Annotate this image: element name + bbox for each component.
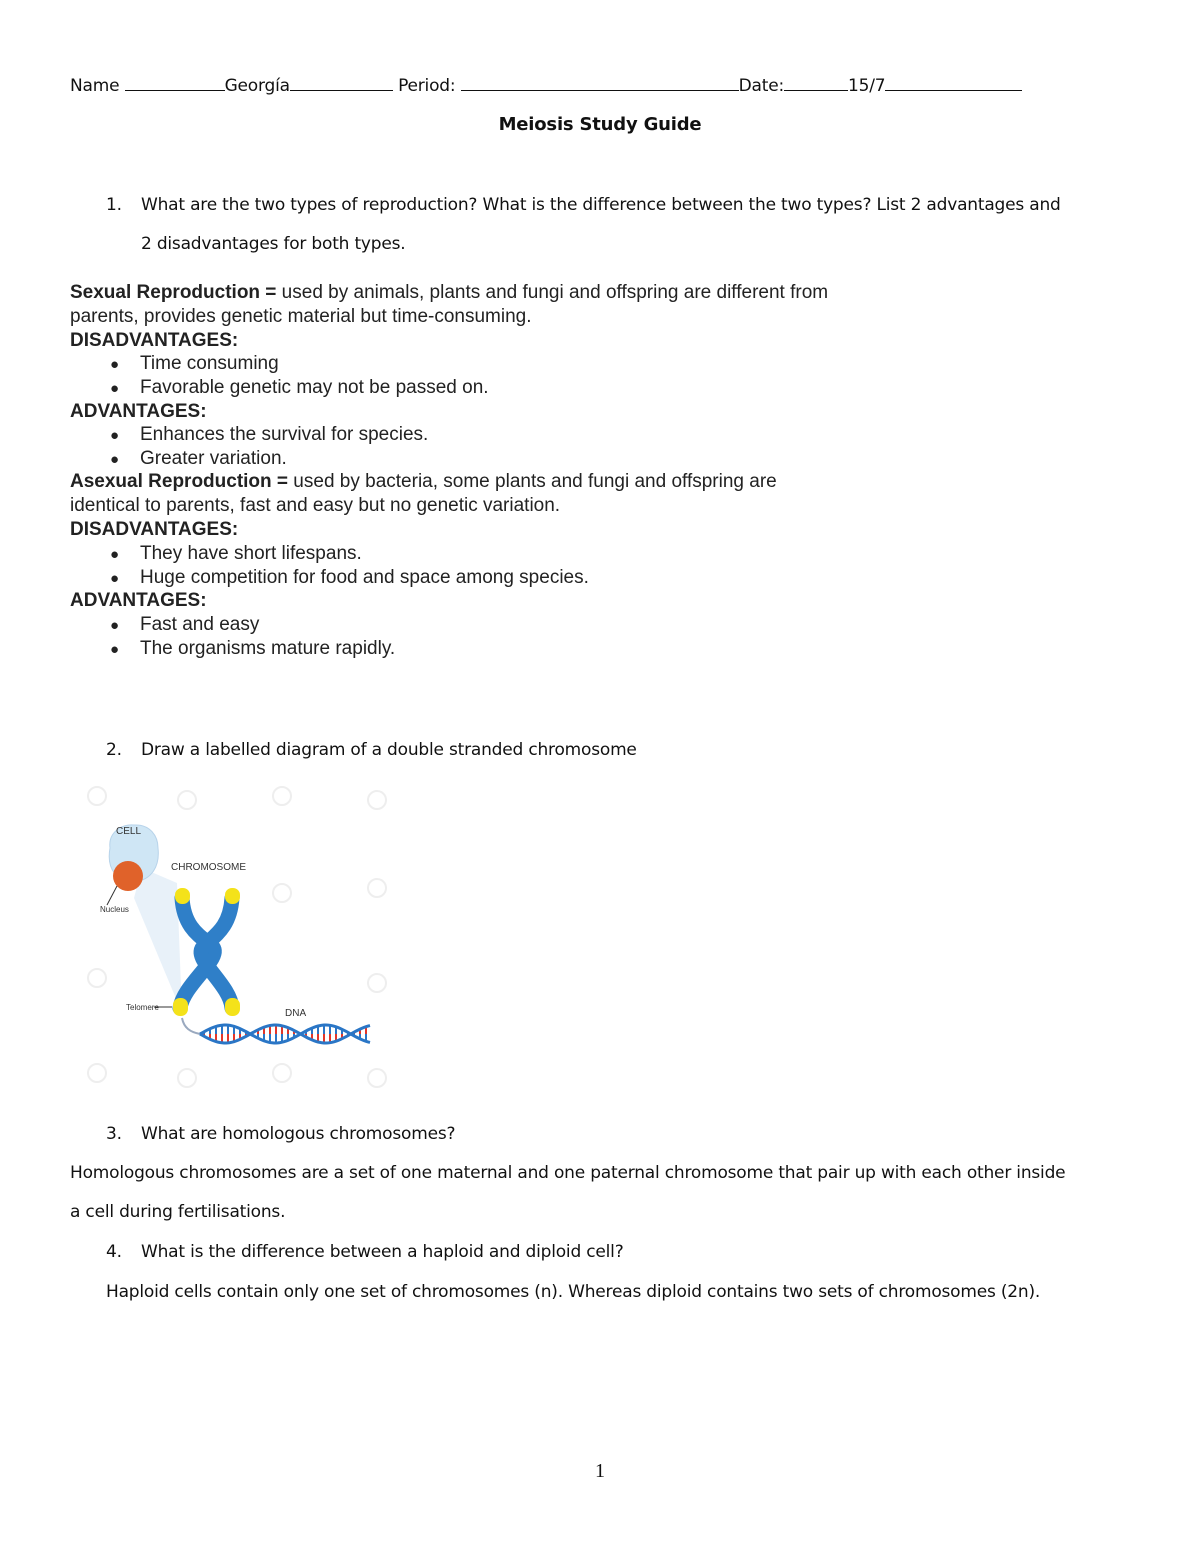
chromosome-diagram — [72, 778, 402, 1098]
date-label: Date: — [738, 76, 784, 96]
list-item: ● They have short lifespans. — [110, 543, 362, 564]
label-dna: DNA — [285, 1008, 307, 1019]
list-item: ● Fast and easy — [110, 614, 260, 635]
list-item-text: They have short lifespans. — [140, 543, 362, 564]
q4-text: What is the difference between a haploid and diploid cell? — [141, 1242, 624, 1262]
list-item-text: The organisms mature rapidly. — [140, 638, 396, 659]
dna-link — [182, 1018, 200, 1034]
list-item-text: Fast and easy — [140, 614, 260, 635]
asexual-def-line1: used by bacteria, some plants and fungi and offspring are — [288, 471, 777, 492]
chromosome-shape — [173, 888, 240, 1016]
dna-helix — [200, 1025, 370, 1043]
q4-number: 4. — [106, 1242, 122, 1262]
label-nucleus: Nucleus — [100, 905, 129, 914]
sexual-disadvantages-heading: DISADVANTAGES: — [70, 330, 239, 351]
list-item: ● Time consuming — [110, 353, 279, 374]
name-label: Name — [70, 76, 120, 96]
date-blank-after[interactable] — [885, 76, 1022, 91]
list-item-text: Huge competition for food and space among species. — [140, 567, 589, 588]
name-blank[interactable] — [125, 76, 225, 91]
list-item-text: Time consuming — [140, 353, 279, 374]
q3-number: 3. — [106, 1124, 122, 1144]
asexual-advantages-heading: ADVANTAGES: — [70, 590, 207, 611]
list-item: ● The organisms mature rapidly. — [110, 638, 396, 659]
sexual-advantages-heading: ADVANTAGES: — [70, 401, 207, 422]
sexual-def-line2: parents, provides genetic material but time-consuming. — [70, 306, 532, 327]
page-number: 1 — [595, 1460, 605, 1482]
list-item: ● Favorable genetic may not be passed on. — [110, 377, 489, 398]
sexual-def-line1: used by animals, plants and fungi and offspring are different from — [276, 282, 829, 303]
name-blank-after[interactable] — [290, 76, 393, 91]
nucleus-pointer — [107, 886, 117, 905]
list-item: ● Huge competition for food and space among species. — [110, 567, 589, 588]
list-item-text: Greater variation. — [140, 448, 287, 469]
sexual-definition — [70, 282, 828, 304]
period-blank[interactable] — [461, 76, 739, 91]
asexual-disadvantages-heading: DISADVANTAGES: — [70, 519, 239, 540]
chromosome-diagram-svg — [72, 778, 402, 1098]
list-item: ● Enhances the survival for species. — [110, 424, 429, 445]
asexual-definition — [70, 471, 777, 493]
asexual-term: Asexual Reproduction = — [70, 471, 289, 492]
asexual-def-line2: identical to parents, fast and easy but no genetic variation. — [70, 495, 561, 516]
q3-answer-line1: Homologous chromosomes are a set of one maternal and one paternal chromosome that pair up with each other inside — [70, 1163, 1066, 1183]
q4-answer: Haploid cells contain only one set of chromosomes (n). Whereas diploid contains two sets of chromosomes (2n). — [106, 1282, 1041, 1302]
date-value: 15/7 — [848, 76, 886, 96]
list-item-text: Enhances the survival for species. — [140, 424, 429, 445]
projection-cone — [134, 868, 182, 1013]
list-item: ● Greater variation. — [110, 448, 287, 469]
page-title: Meiosis Study Guide — [498, 114, 702, 135]
label-chromosome: CHROMOSOME — [171, 862, 246, 873]
sexual-term: Sexual Reproduction = — [70, 282, 277, 303]
q2-number: 2. — [106, 740, 122, 760]
label-cell: CELL — [116, 826, 142, 837]
list-item-text: Favorable genetic may not be passed on. — [140, 377, 489, 398]
q2-text: Draw a labelled diagram of a double stranded chromosome — [141, 740, 637, 760]
q1-number: 1. — [106, 195, 122, 215]
nucleus-shape — [113, 861, 143, 891]
date-blank[interactable] — [784, 76, 848, 91]
q3-text: What are homologous chromosomes? — [141, 1124, 456, 1144]
q1-text-line1: What are the two types of reproduction? What is the difference between the two types? List 2 advantages and — [141, 195, 1061, 215]
q3-answer-line2: a cell during fertilisations. — [70, 1202, 286, 1222]
period-label: Period: — [398, 76, 456, 96]
q1-text-line2: 2 disadvantages for both types. — [141, 234, 406, 254]
header-line — [70, 76, 1022, 96]
name-value: Georgía — [224, 76, 290, 96]
label-telomere: Telomere — [126, 1003, 159, 1012]
